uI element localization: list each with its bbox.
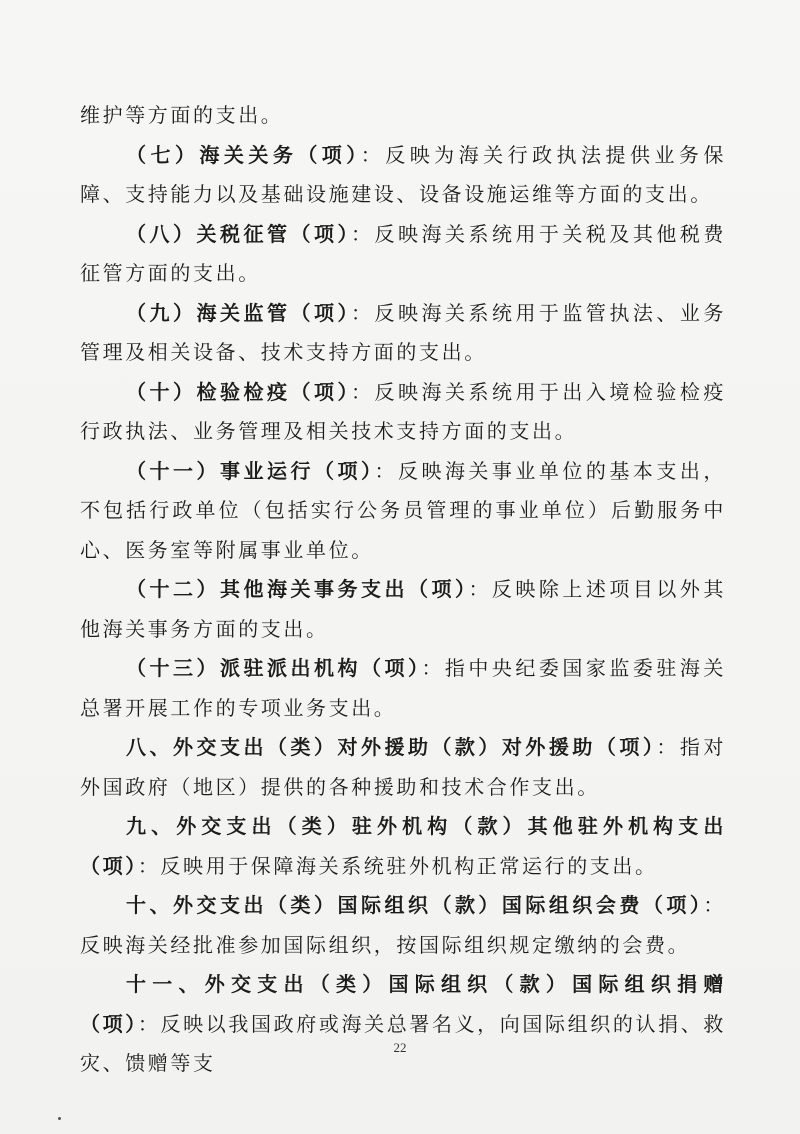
paragraph-section-8 (80, 728, 726, 807)
paragraph-lead: （十）检验检疫（项） (126, 379, 351, 404)
paragraph-text: ：指对外国政府（地区）提供的各种援助和技术合作支出。 (80, 735, 726, 799)
scan-speck (58, 1117, 61, 1120)
paragraph-text: ：反映以我国政府或海关总署名义，向国际组织的认捐、救灾、馈赠等支 (80, 1011, 726, 1075)
paragraph-lead: （九）海关监管（项） (126, 300, 351, 325)
paragraph-continuation (80, 96, 726, 136)
paragraph-item-12 (80, 570, 726, 649)
paragraph-item-13 (80, 649, 726, 728)
paragraph-text: ：反映除上述项目以外其他海关事务方面的支出。 (80, 577, 726, 641)
paragraph-text: ：反映用于保障海关系统驻外机构正常运行的支出。 (137, 853, 658, 878)
paragraph-item-9 (80, 294, 726, 373)
paragraph-text: ：反映为海关行政执法提供业务保障、支持能力以及基础设施建设、设备设施运维等方面的支出。 (80, 142, 726, 206)
paragraph-lead: （七）海关关务（项） (126, 142, 361, 167)
paragraph-text: 维护等方面的支出。 (80, 103, 284, 127)
paragraph-text: ：指中央纪委国家监委驻海关总署开展工作的专项业务支出。 (80, 656, 726, 720)
paragraph-lead: （十三）派驻派出机构（项） (126, 656, 422, 680)
paragraph-item-8 (80, 215, 726, 294)
paragraph-section-11 (80, 965, 726, 1084)
paragraph-item-10 (80, 373, 726, 452)
paragraph-lead: 八、外交支出（类）对外援助（款）对外援助（项） (126, 735, 657, 759)
paragraph-item-11 (80, 452, 726, 571)
page-number: 22 (393, 1040, 407, 1055)
document-body (80, 96, 726, 1084)
paragraph-section-10 (80, 886, 726, 965)
paragraph-lead: （十二）其他海关事务支出（项） (126, 577, 469, 601)
paragraph-text: ：反映海关事业单位的基本支出，不包括行政单位（包括实行公务员管理的事业单位）后勤服务中心、医务室等附属事业单位。 (80, 458, 726, 562)
paragraph-lead: 九、外交支出（类）驻外机构（款）其他驻外机构支出（项） (80, 814, 726, 878)
paragraph-text: ：反映海关系统用于监管执法、业务管理及相关设备、技术支持方面的支出。 (80, 300, 727, 364)
paragraph-text: ：反映海关经批准参加国际组织，按国际组织规定缴纳的会费。 (80, 893, 726, 957)
paragraph-lead: （八）关税征管（项） (126, 221, 351, 246)
paragraph-section-9 (80, 807, 726, 886)
paragraph-lead: 十、外交支出（类）国际组织（款）国际组织会费（项） (126, 893, 704, 917)
paragraph-lead: （十一）事业运行（项） (126, 458, 375, 483)
paragraph-lead: 十一、外交支出（类）国际组织（款）国际组织捐赠（项） (80, 972, 726, 1036)
paragraph-text: ：反映海关系统用于出入境检验检疫行政执法、业务管理及相关技术支持方面的支出。 (80, 379, 727, 443)
paragraph-item-7 (80, 136, 726, 215)
paragraph-text: ：反映海关系统用于关税及其他税费征管方面的支出。 (80, 221, 727, 285)
